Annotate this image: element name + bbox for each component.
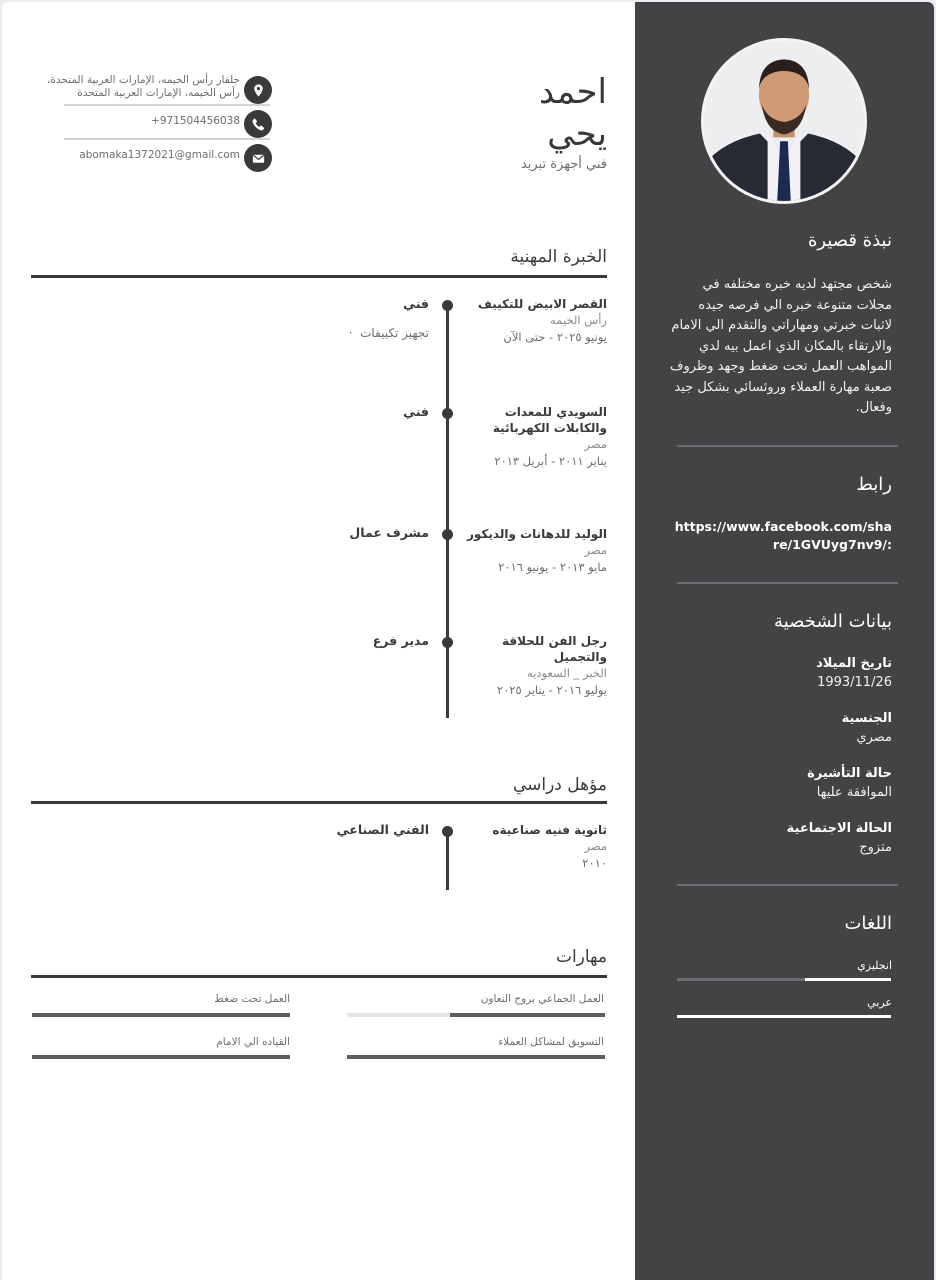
skill-bar-fill: [32, 1055, 290, 1059]
sidebar-divider: [677, 884, 898, 886]
timeline-dot: [442, 408, 453, 419]
sidebar-divider: [677, 582, 898, 584]
timeline-dot: [442, 300, 453, 311]
languages-title: اللغات: [844, 913, 892, 934]
skill-bar: [32, 1013, 290, 1017]
job-role: مدير فرع: [372, 633, 429, 648]
language-bar: [677, 1015, 891, 1018]
job-date: يناير ٢٠١١ - أبريل ٢٠١٣: [494, 454, 607, 468]
timeline-dot: [442, 637, 453, 648]
contact-divider: [64, 104, 270, 106]
education-degree: الفني الصناعي: [336, 822, 429, 837]
skills-section-title: مهارات: [555, 947, 607, 967]
job-role: مشرف عمال: [349, 525, 429, 540]
personal-title: بيانات الشخصية: [774, 611, 892, 632]
job-location: مصر: [584, 543, 607, 557]
birthdate-label: تاريخ الميلاد: [816, 656, 892, 671]
bullet-icon: ·: [348, 326, 353, 340]
language-bar-fill: [677, 1015, 891, 1018]
job-company: القصر الابيض للتكييف: [477, 297, 607, 311]
email-icon: [244, 144, 272, 172]
facebook-link[interactable]: https://www.facebook.com/share/1GVUyg7nv9/:: [674, 519, 892, 552]
profile-photo: [701, 38, 867, 204]
education-location: مصر: [584, 839, 607, 853]
skills-section-rule: [31, 975, 607, 978]
job-task: [349, 326, 429, 340]
job-role: فني: [403, 296, 429, 311]
marital-label: الحالة الاجتماعية: [786, 821, 892, 836]
contact-email[interactable]: abomaka1372021@gmail.com: [79, 149, 240, 161]
visa-label: حالة التأشيرة: [807, 766, 892, 781]
job-task-text: تجهيز تكييفات: [360, 326, 429, 340]
bio-title: نبذة قصيرة: [807, 230, 892, 251]
job-date: يوليو ٢٠١٦ - يناير ٢٠٢٥: [497, 683, 607, 697]
job-company: الوليد للدهانات والديكور: [467, 527, 607, 541]
job-location: مصر: [584, 437, 607, 451]
skill-label: العمل تحت ضغط: [214, 993, 290, 1005]
education-section-rule: [31, 801, 607, 804]
skill-bar: [347, 1055, 605, 1059]
skill-bar: [32, 1055, 290, 1059]
contact-address: [22, 74, 240, 100]
sidebar-divider: [677, 445, 898, 447]
location-icon: [244, 76, 272, 104]
job-date: مايو ٢٠١٣ - يونيو ٢٠١٦: [498, 560, 607, 574]
skill-label: العمل الجماعي بروح التعاون: [480, 993, 604, 1005]
visa-value: الموافقة عليها: [816, 785, 892, 800]
experience-timeline: [446, 302, 449, 718]
sidebar: [635, 2, 934, 1280]
job-location: رأس الخيمه: [550, 313, 607, 327]
education-school: ثانوية فنيه صناعيةه: [492, 823, 607, 837]
contact-divider: [64, 138, 270, 140]
language-label: عربي: [867, 996, 892, 1009]
phone-icon: [244, 110, 272, 138]
skill-bar-fill: [32, 1013, 290, 1017]
last-name: يحي: [547, 114, 607, 154]
link-title: رابط: [856, 474, 892, 495]
skill-bar: [347, 1013, 605, 1017]
language-bar-fill: [805, 978, 891, 981]
skill-label: التسويق لمشاكل العملاء: [498, 1036, 604, 1048]
address-line-1: جلفار رأس الخيمه، الإمارات العربية المتحدة،: [46, 74, 240, 86]
experience-section-title: الخبرة المهنية: [510, 247, 607, 267]
profile-avatar-icon: [704, 41, 864, 201]
timeline-dot: [442, 826, 453, 837]
job-company: رجل الفن للحلاقة والتجميل: [502, 634, 607, 664]
language-label: انجليزي: [857, 959, 892, 972]
bio-text: شخص مجتهد لديه خبره مختلفه في مجلات متنوعة خبره الي فرصه جيده لاثبات خبرتي ومهاراتي والتقدم الي الامام والارتقاء بالمكان الذي اعمل بيه لدي المواهب العمل تحت ضغط وجهد وظروف صعبة مهارة العملاء وروئسائي بشكل جيد وفعال.: [669, 277, 892, 415]
education-date: ٢٠١٠: [582, 856, 607, 870]
marital-value: متزوج: [859, 840, 892, 855]
nationality-value: مصري: [856, 730, 892, 745]
education-timeline: [446, 828, 449, 890]
skill-bar-fill: [450, 1013, 605, 1017]
birthdate-value: 1993/11/26: [817, 675, 892, 690]
skill-label: القياده الي الامام: [216, 1036, 290, 1048]
job-location: الخبر _ السعوديه: [527, 666, 607, 680]
education-section-title: مؤهل دراسي: [512, 775, 607, 795]
job-role: فني: [403, 404, 429, 419]
experience-section-rule: [31, 275, 607, 278]
job-date: يونيو ٢٠٢٥ - حتى الآن: [503, 330, 607, 344]
language-bar: [677, 978, 891, 981]
resume-page: [2, 2, 934, 1280]
skill-bar-fill: [347, 1055, 605, 1059]
address-line-2: رأس الخيمه، الإمارات العربية المتحدة: [77, 87, 240, 99]
first-name: احمد: [539, 72, 607, 112]
nationality-label: الجنسية: [841, 711, 892, 726]
job-company: السويدي للمعدات والكابلات الكهربائية: [492, 405, 607, 435]
job-title: فني أجهزة تبريد: [520, 157, 607, 172]
contact-phone[interactable]: +971504456038: [151, 115, 240, 127]
